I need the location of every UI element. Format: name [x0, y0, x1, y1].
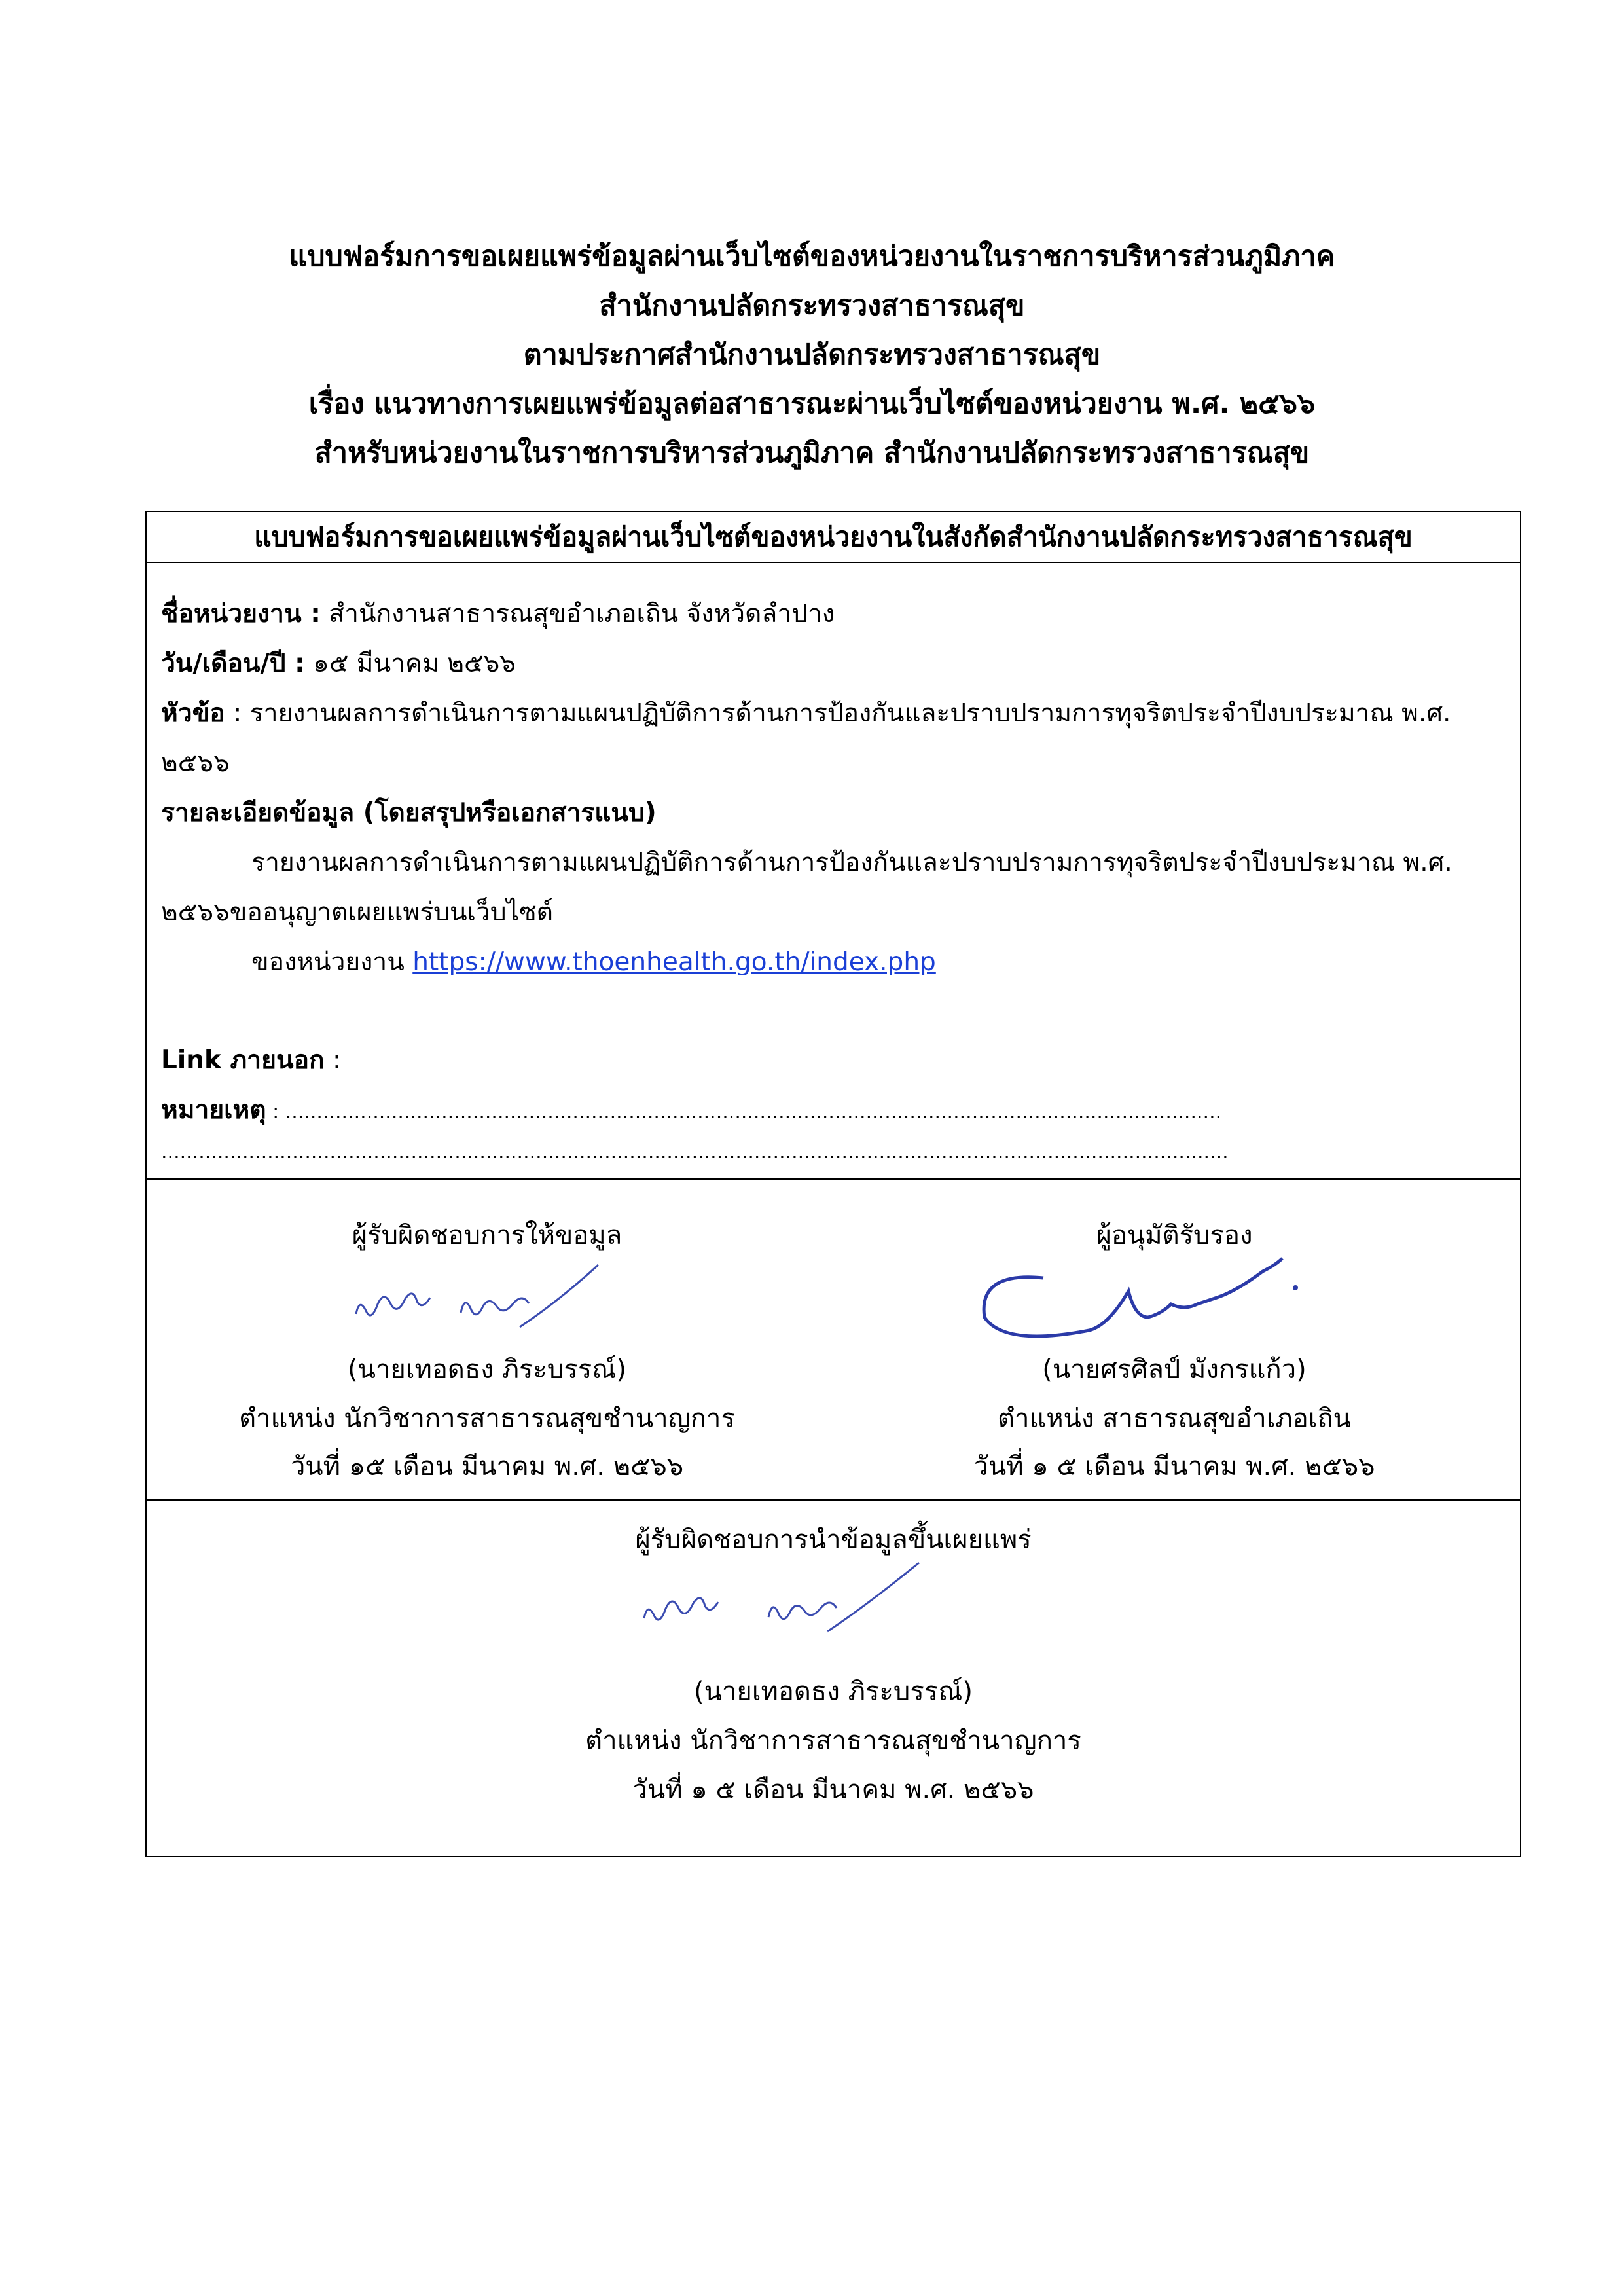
external-link-row — [161, 1041, 341, 1080]
header-line-4: เรื่อง แนวทางการเผยแพร่ข้อมูลต่อสาธารณะผ่านเว็บไซต์ของหน่วยงาน พ.ศ. ๒๕๖๖ — [308, 388, 1316, 420]
header-line-1: แบบฟอร์มการขอเผยแพร่ข้อมูลผ่านเว็บไซต์ของหน่วยงานในราชการบริหารส่วนภูมิภาค — [289, 240, 1335, 273]
agency-label: ชื่อหน่วยงาน : — [161, 599, 321, 629]
topic-value-continued: ๒๕๖๖ — [161, 748, 230, 778]
remark-value-continued: ........................................................................................................................................................................... — [161, 1140, 1229, 1163]
topic-row — [161, 694, 1451, 733]
topic-value: : รายงานผลการดำเนินการตามแผนปฏิบัติการด้านการป้องกันและปราบปรามการทุจริตประจำปีงบประมาณ พ.ศ. — [225, 699, 1451, 728]
provider-role: ผู้รับผิดชอบการให้ขอมูล — [352, 1220, 623, 1250]
external-link-label: Link ภายนอก — [161, 1046, 325, 1075]
remark-value: : ...................................................................................................................................................... — [266, 1101, 1222, 1123]
date-value: ๑๕ มีนาคม ๒๕๖๖ — [304, 649, 516, 678]
header-line-2: สำนักงานปลัดกระทรวงสาธารณสุข — [599, 289, 1025, 322]
details-url-prefix: ของหน่วยงาน — [251, 947, 413, 977]
approver-role: ผู้อนุมัติรับรอง — [1096, 1220, 1253, 1250]
remark-label: หมายเหตุ — [161, 1095, 266, 1125]
document-header — [0, 232, 1624, 478]
approver-date: วันที่ ๑ ๕ เดือน มีนาคม พ.ศ. ๒๕๖๖ — [973, 1451, 1375, 1482]
agency-value: สำนักงานสาธารณสุขอำเภอเถิน จังหวัดลำปาง — [320, 599, 835, 629]
approver-signature-image — [971, 1252, 1312, 1357]
publisher-signature-block — [147, 1501, 1520, 1857]
provider-date: วันที่ ๑๕ เดือน มีนาคม พ.ศ. ๒๕๖๖ — [290, 1451, 684, 1482]
topic-label: หัวข้อ — [161, 699, 225, 728]
details-label: รายละเอียดข้อมูล (โดยสรุปหรือเอกสารแนบ) — [161, 798, 657, 828]
details-line-3 — [251, 943, 936, 982]
date-label: วัน/เดือน/ปี : — [161, 649, 305, 678]
external-link-separator: : — [324, 1046, 342, 1075]
publisher-name: (นายเทอดธง ภิระบรรณ์) — [694, 1677, 973, 1707]
signature-row — [147, 1180, 1520, 1501]
publisher-role: ผู้รับผิดชอบการนำข้อมูลขึ้นเผยแพร่ — [635, 1525, 1032, 1555]
details-line-2: ๒๕๖๖ขออนุญาตเผยแพร่บนเว็บไซต์ — [161, 898, 553, 927]
form-details — [147, 563, 1520, 1180]
publisher-position: ตำแหน่ง นักวิชาการสาธารณสุขชำนาญการ — [585, 1726, 1081, 1756]
provider-name: (นายเทอดธง ภิระบรรณ์) — [348, 1355, 626, 1385]
approver-position: ตำแหน่ง สาธารณสุขอำเภอเถิน — [997, 1404, 1352, 1434]
publisher-date: วันที่ ๑ ๕ เดือน มีนาคม พ.ศ. ๒๕๖๖ — [632, 1775, 1034, 1805]
publication-form — [145, 511, 1521, 1857]
agency-row — [161, 594, 835, 634]
approver-name: (นายศรศิลป์ มังกรแก้ว) — [1042, 1355, 1307, 1385]
agency-website-link[interactable]: https://www.thoenhealth.go.th/index.php — [412, 947, 936, 977]
publisher-signature-image — [631, 1559, 945, 1645]
details-line-1: รายงานผลการดำเนินการตามแผนปฏิบัติการด้านการป้องกันและปราบปรามการทุจริตประจำปีงบประมาณ พ.ศ. — [251, 848, 1453, 877]
date-row — [161, 644, 516, 683]
provider-signature-image — [343, 1262, 618, 1340]
remark-row — [161, 1091, 1221, 1132]
form-title: แบบฟอร์มการขอเผยแพร่ข้อมูลผ่านเว็บไซต์ของหน่วยงานในสังกัดสำนักงานปลัดกระทรวงสาธารณสุข — [147, 512, 1520, 563]
header-line-3: ตามประกาศสำนักงานปลัดกระทรวงสาธารณสุข — [523, 338, 1101, 371]
header-line-5: สำหรับหน่วยงานในราชการบริหารส่วนภูมิภาค สำนักงานปลัดกระทรวงสาธารณสุข — [314, 437, 1310, 469]
provider-position: ตำแหน่ง นักวิชาการสาธารณสุขชำนาญการ — [239, 1404, 735, 1434]
